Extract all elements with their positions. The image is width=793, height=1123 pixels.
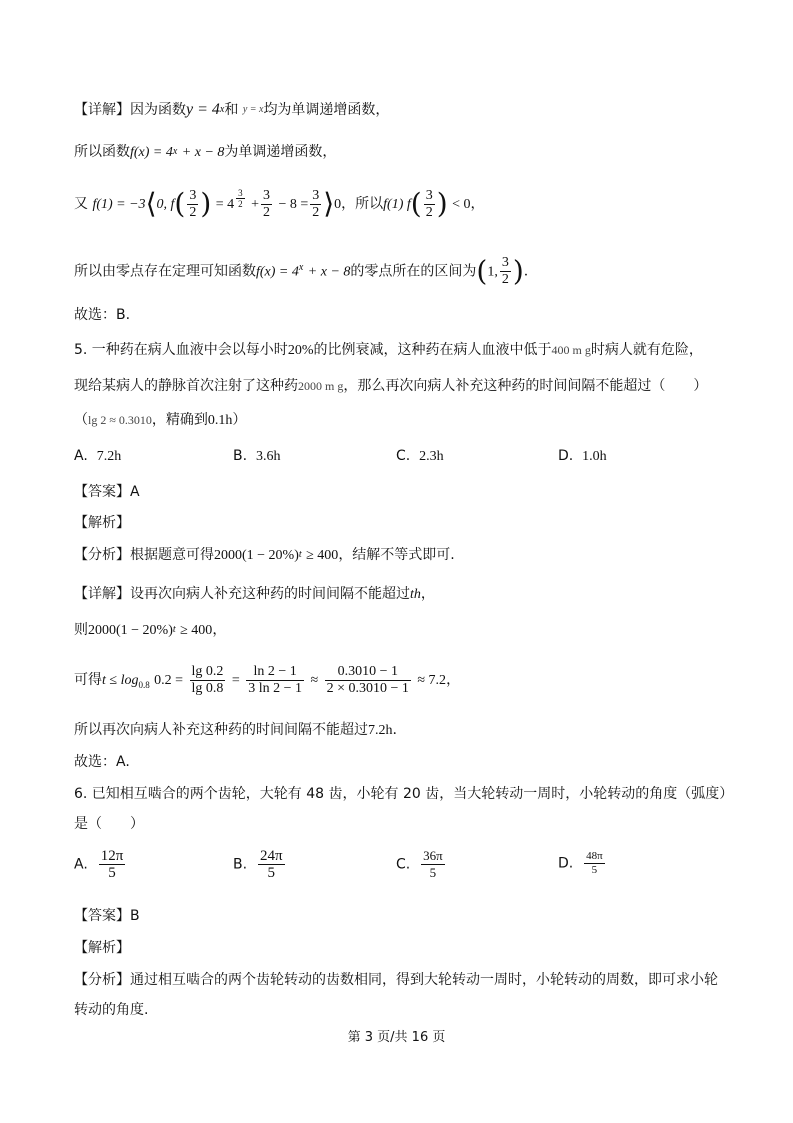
q4-frac-e: $\frac{3}{2}$ (501, 255, 509, 288)
q4-zero-end: . (523, 263, 529, 280)
q5-get-t: t ≤ log (102, 673, 139, 688)
q5-option-b: B. 3.6h (233, 448, 281, 464)
q5-then-expr: 2000(1 − 20%) (88, 623, 173, 638)
q6-option-a: A. $\frac{12\pi}{5}$ (74, 848, 124, 881)
q5-get: 可得 (74, 672, 102, 688)
q5-fenxi-line (74, 545, 455, 566)
q4-also-comma: ，所以 (341, 196, 384, 212)
q5-concl-line (74, 720, 397, 741)
q5-get-end: ， (446, 672, 461, 688)
q5-fenxi-tail: ≥ 400 (306, 548, 339, 563)
q4-so-line (74, 142, 336, 163)
q4-zero-func-tail: + x − 8 (307, 264, 351, 280)
q5-analysis: 【解析】 (74, 515, 130, 531)
q5-stem2: 的比例衰减，这种药在病人血液中低于 (313, 342, 552, 358)
q5-eq1: = (231, 673, 240, 688)
q5-option-c: C. 2.3h (396, 448, 444, 464)
q4-so-suffix: 为单调递增函数， (224, 144, 337, 160)
q5-danger: 400 m g (551, 343, 591, 357)
q4-so-func-exp: x (172, 146, 178, 157)
q4-also-expr4: + (251, 197, 259, 212)
q5-fenxi-suffix: ，结解不等式即可. (338, 547, 455, 563)
q5-hint-rest: ，精确到 (151, 412, 208, 428)
q5-fenxi-prefix: 【分析】根据题意可得 (74, 547, 214, 563)
q5-detail-t: th (410, 587, 421, 602)
q4-frac-c: $\frac{3}{2}$ (312, 187, 320, 220)
q5-then-end: ， (212, 622, 227, 638)
q6-analysis: 【解析】 (74, 940, 130, 956)
q4-func-y: y = 4 (186, 101, 220, 118)
q4-zero-func: f(x) = 4 (256, 264, 299, 280)
q4-also-expr5: − 8 = (278, 197, 309, 212)
q5-hint-prec: 0.1h (207, 413, 233, 428)
q5-detail-line (74, 584, 435, 605)
q4-also-expr3: = 4 (215, 197, 235, 212)
q5-hint-lg: lg 2 ≈ 0.3010 (88, 413, 152, 427)
q5-fenxi-expr: 2000(1 − 20%) (214, 548, 299, 563)
q5-option-a: A. 7.2h (74, 448, 122, 464)
q6-fenxi1: 【分析】通过相互啮合的两个齿轮转动的齿数相同，得到大轮转动一周时，小轮转动的周数，即可求小轮 (74, 972, 718, 988)
q4-func-yx: y = x (242, 104, 264, 115)
q4-also-expr1: f(1) = −3 (92, 197, 146, 212)
q4-so-func: f(x) = 4 (130, 145, 173, 160)
q6-answer: 【答案】B (74, 908, 140, 924)
q4-choose: 故选：B. (74, 307, 131, 323)
q4-func-y-exp: x (219, 104, 225, 115)
q5-dose: 2000 m g (298, 379, 344, 393)
q5-then: 则 (74, 622, 88, 638)
q5-concl-end: . (392, 722, 397, 738)
q5-get-base: 0.8 (138, 679, 150, 690)
q4-detail-suffix: 均为单调递增函数， (263, 102, 390, 118)
q4-also-expr2: 0, f (156, 197, 175, 212)
q5-detail-prefix: 【详解】设再次向病人补充这种药的时间间隔不能超过 (74, 586, 410, 602)
q6-stem2: 是（ ） (74, 816, 144, 832)
q4-detail-prefix: 【详解】因为函数 (74, 102, 186, 118)
q5-frac-num: $\frac{0.3010 - 1}{2 \times 0.3010 - 1}$ (326, 663, 409, 696)
q4-frac-b: $\frac{3}{2}$ (262, 187, 270, 220)
q5-answer: 【答案】A (74, 484, 140, 500)
q5-then-tail: ≥ 400 (180, 623, 213, 638)
page-footer: 第 3 页/共 16 页 (347, 1030, 446, 1045)
q4-also-expr8: < 0 (452, 197, 471, 212)
q4-and: 和 (224, 102, 239, 118)
q5-frac-lg: $\frac{\lg 0.2}{\lg 0.8}$ (191, 663, 224, 696)
q5-rate: 20% (287, 343, 314, 358)
q5-stem-line2 (74, 376, 707, 396)
q5-hint-open: （ (74, 412, 88, 428)
q6-fenxi2: 转动的角度. (74, 1002, 149, 1018)
q4-zero-mid: 的零点所在的区间为 (350, 263, 477, 280)
q4-detail-line (74, 100, 389, 120)
q4-also-expr6: 0 (334, 197, 342, 212)
q5-hint-line (74, 410, 246, 431)
q5-stem3: 时病人就有危险， (590, 342, 703, 358)
q4-zero-prefix: 所以由零点存在定理可知函数 (74, 263, 256, 280)
q5-then-exp: t (172, 624, 176, 635)
q5-then-line (74, 620, 226, 641)
q6-option-c: C. $\frac{36\pi}{5}$ (396, 848, 443, 880)
q4-zero-line: 所以由零点存在定理可知函数$f(x) = 4^x + x - 8$的零点所在的区间为(1, $\frac{3}{2}$ ). (74, 254, 529, 288)
q5-frac-ln: $\frac{\ln 2 - 1}{3 \ln 2 - 1}$ (248, 663, 303, 696)
q5-concl-prefix: 所以再次向病人补充这种药的时间间隔不能超过 (74, 722, 368, 738)
q5-stem5: ，那么再次向病人补充这种药的时间间隔不能超过（ ） (343, 378, 708, 394)
q5-option-d: D. 1.0h (558, 448, 607, 464)
q5-get-val: 0.2 = (154, 673, 184, 688)
q4-so-func-tail: + x − 8 (181, 145, 225, 160)
q5-detail-end: ， (420, 586, 435, 602)
q4-zero-interval: 1, (487, 264, 498, 280)
q4-also-line: 又 f(1) = −3⟨0, f( $\frac{3}{2}$ ) = 4 $\frac{3}{2}$ + $\frac{3}{2}$ − 8 = $\frac{3}{2}$ ⟩0，所以f(1) f( $\frac{3}{2}$ ) < 0， (74, 187, 485, 220)
q5-stem-line1 (74, 340, 703, 361)
q4-frac-a: $\frac{3}{2}$ (189, 187, 197, 220)
q5-approx2: ≈ 7.2 (417, 673, 447, 688)
q5-hint-close: ） (232, 412, 247, 428)
q4-zero-func-exp: x (298, 262, 304, 273)
q5-choose: 故选：A. (74, 754, 130, 770)
q5-stem4: 现给某病人的静脉首次注射了这种药 (74, 378, 298, 394)
q6-option-d: D. $\frac{48\pi}{5}$ (558, 850, 603, 876)
q4-frac-d: $\frac{3}{2}$ (425, 187, 433, 220)
q4-also-end: ， (470, 196, 485, 212)
q5-concl-val: 7.2h (368, 723, 393, 738)
q5-get-line (74, 660, 460, 700)
q4-also-expr7: f(1) f (383, 197, 411, 212)
q4-power-frac: $\frac{3}{2}$ (238, 188, 243, 209)
q5-stem1: 5. 一种药在病人血液中会以每小时 (74, 342, 288, 358)
q4-so-prefix: 所以函数 (74, 144, 130, 160)
q6-stem1: 6. 已知相互啮合的两个齿轮，大轮有 48 齿，小轮有 20 齿，当大轮转动一周时，小轮转动的角度（弧度） (74, 786, 734, 802)
q5-fenxi-exp: t (298, 549, 302, 560)
q4-also: 又 (74, 196, 88, 212)
q5-approx1: ≈ (310, 673, 319, 688)
q6-option-b: B. $\frac{24\pi}{5}$ (233, 848, 283, 881)
